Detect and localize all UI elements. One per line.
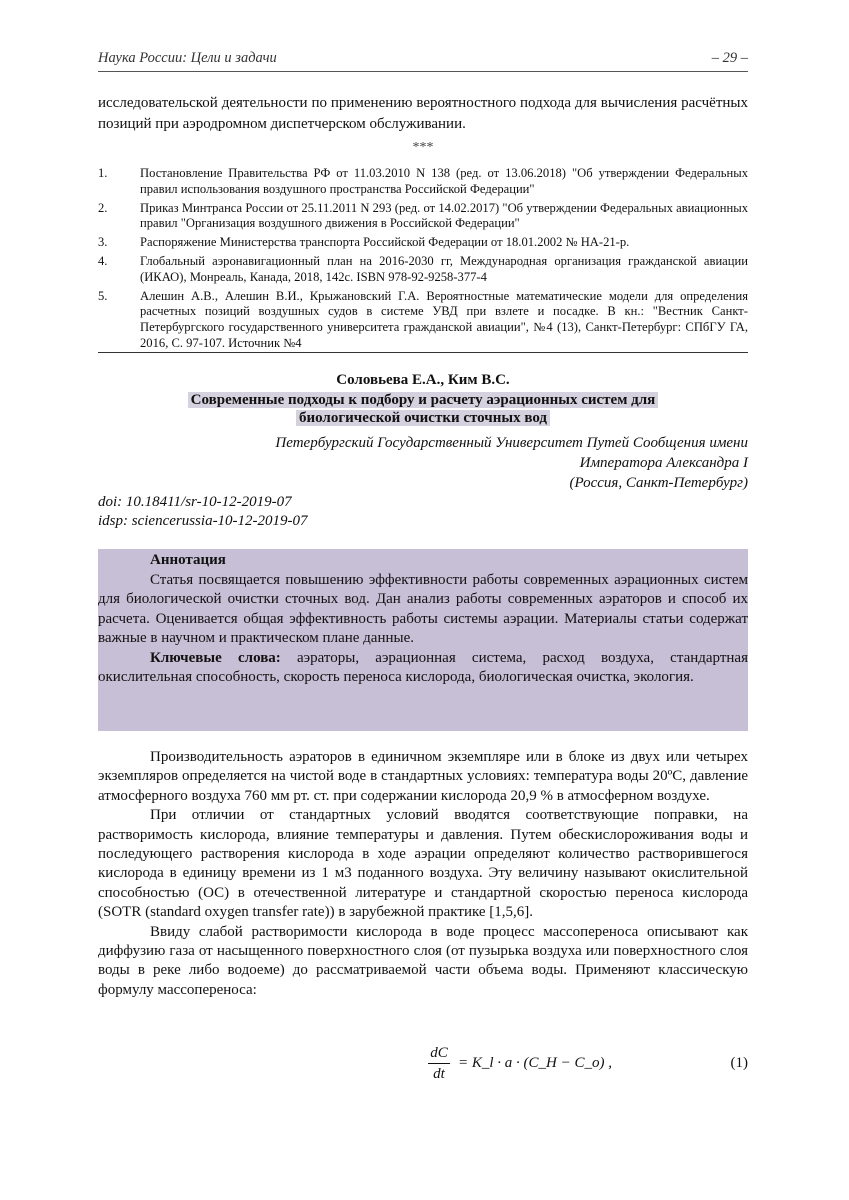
- body-paragraph: Ввиду слабой растворимости кислорода в воде процесс массопереноса описывают как диффузию газа от насыщенного поверхностного слоя (от пузырька воздуха или поверхностного слоя воды в реке либо водоеме) до рассматриваемой части объема воды. Применяют классическую формулу массопереноса:: [98, 923, 748, 998]
- keywords-label: Ключевые слова:: [150, 649, 281, 666]
- doi-link: doi: 10.18411/sr-10-12-2019-07: [98, 494, 292, 510]
- article-body: [98, 748, 748, 1000]
- reference-text: Приказ Минтранса России от 25.11.2011 N 293 (ред. от 14.02.2017) "Об утверждении Федеральных авиационных правил "Организация воздушного движения в Российской Федерации": [140, 200, 748, 231]
- equation-number: (1): [730, 1055, 748, 1071]
- journal-title: Наука России: Цели и задачи: [98, 50, 277, 66]
- article-authors: Соловьева Е.А., Ким В.С.: [336, 372, 510, 388]
- reference-item: [98, 289, 748, 352]
- reference-number: 4.: [98, 253, 108, 268]
- affiliation-line-3: (Россия, Санкт-Петербург): [569, 475, 748, 491]
- equation-1: [98, 1043, 748, 1089]
- fraction-denominator: dt: [433, 1066, 445, 1082]
- affiliation-line-2: Императора Александра I: [579, 455, 748, 471]
- reference-item: [98, 166, 748, 198]
- article-title-line-1: Современные подходы к подбору и расчету аэрационных систем для: [188, 392, 659, 408]
- reference-item: [98, 235, 748, 251]
- article-title-line-2: биологической очистки сточных вод: [296, 410, 550, 426]
- header-rule: [98, 71, 748, 72]
- reference-number: 2.: [98, 200, 108, 215]
- fraction-numerator: dC: [430, 1045, 448, 1061]
- reference-text: Глобальный аэронавигационный план на 2016-2030 гг, Международная организация гражданской авиации (ИКАО), Монреаль, Канада, 2018, 142с. ISBN 978-92-9258-377-4: [140, 253, 748, 284]
- reference-text: Алешин А.В., Алешин В.И., Крыжановский Г.А. Вероятностные математические модели для определения расчетных позиций воздушных судов в системе УВД при взлете и посадке. В кн.: "Вестник Санкт-Петербургского государственного университета гражданской авиации", №4 (13), Санкт-Петербург: СПбГУ ГА, 2016, С. 97-107. Источник №4: [140, 288, 748, 350]
- body-paragraph: Производительность аэраторов в единичном экземпляре или в блоке из двух или четырех экземпляров определяется на чистой воде в стандартных условиях: температура воды 20ºС, давление атмосферного воздуха 760 мм рт. ст. при содержании кислорода 20,9 % в атмосферном воздухе.: [98, 749, 748, 804]
- keywords-text: аэраторы, аэрационная система, расход воздуха, стандартная окислительная способность, скорость переноса кислорода, биологическая очистка, экология.: [98, 649, 748, 685]
- abstract: [98, 551, 748, 688]
- reference-text: Постановление Правительства РФ от 11.03.2010 N 138 (ред. от 13.06.2018) "Об утверждении Федеральных правил использования воздушного пространства Российской Федерации": [140, 166, 748, 196]
- article-title: [98, 391, 748, 427]
- abstract-heading: Аннотация: [150, 552, 226, 568]
- equation-fraction: [428, 1043, 450, 1084]
- section-separator: ***: [412, 140, 434, 155]
- equation-right-side: = K_l · a · (C_H − C_o) ,: [458, 1055, 612, 1071]
- reference-number: 5.: [98, 288, 108, 303]
- author-affiliation: [140, 433, 748, 493]
- keywords: [98, 649, 748, 688]
- page-number: – 29 –: [711, 50, 748, 66]
- body-paragraph: При отличии от стандартных условий вводятся соответствующие поправки, на растворимость кислорода, влияние температуры и давления. Путем обескислороживания воды и последующего растворения кислорода в ходе аэрации определяют количество растворившегося кислорода в единицу времени из 1 м3 поданного воздуха. Эту величину называют окислительной способностью (ОС) в отечественной литературе и стандартной скоростью переноса кислорода (SOTR (standard oxygen transfer rate)) в зарубежной практике [1,5,6].: [98, 807, 748, 921]
- reference-number: 3.: [98, 235, 108, 250]
- idsp-id: idsp: sciencerussia-10-12-2019-07: [98, 513, 308, 529]
- previous-article-ending: исследовательской деятельности по применению вероятностного подхода для вычисления расчётных позиций при аэродромном диспетчерском обслуживании.: [98, 95, 748, 132]
- reference-text: Распоряжение Министерства транспорта Российской Федерации от 18.01.2002 № НА-21-р.: [140, 235, 630, 250]
- article-identifiers: [98, 493, 308, 531]
- reference-item: [98, 254, 748, 286]
- reference-number: 1.: [98, 166, 108, 180]
- references-rule: [98, 352, 748, 353]
- abstract-text: Статья посвящается повышению эффективности работы современных аэрационных систем для биологической очистки сточных вод. Дан анализ работы современных аэраторов и способ их расчета. Оценивается общая эффективность работы системы аэрации. Материалы статьи содержат важные в научном и практическом плане данные.: [98, 571, 748, 646]
- reference-item: [98, 201, 748, 233]
- affiliation-line-1: Петербургский Государственный Университет Путей Сообщения имени: [275, 435, 748, 451]
- reference-list: [98, 166, 748, 355]
